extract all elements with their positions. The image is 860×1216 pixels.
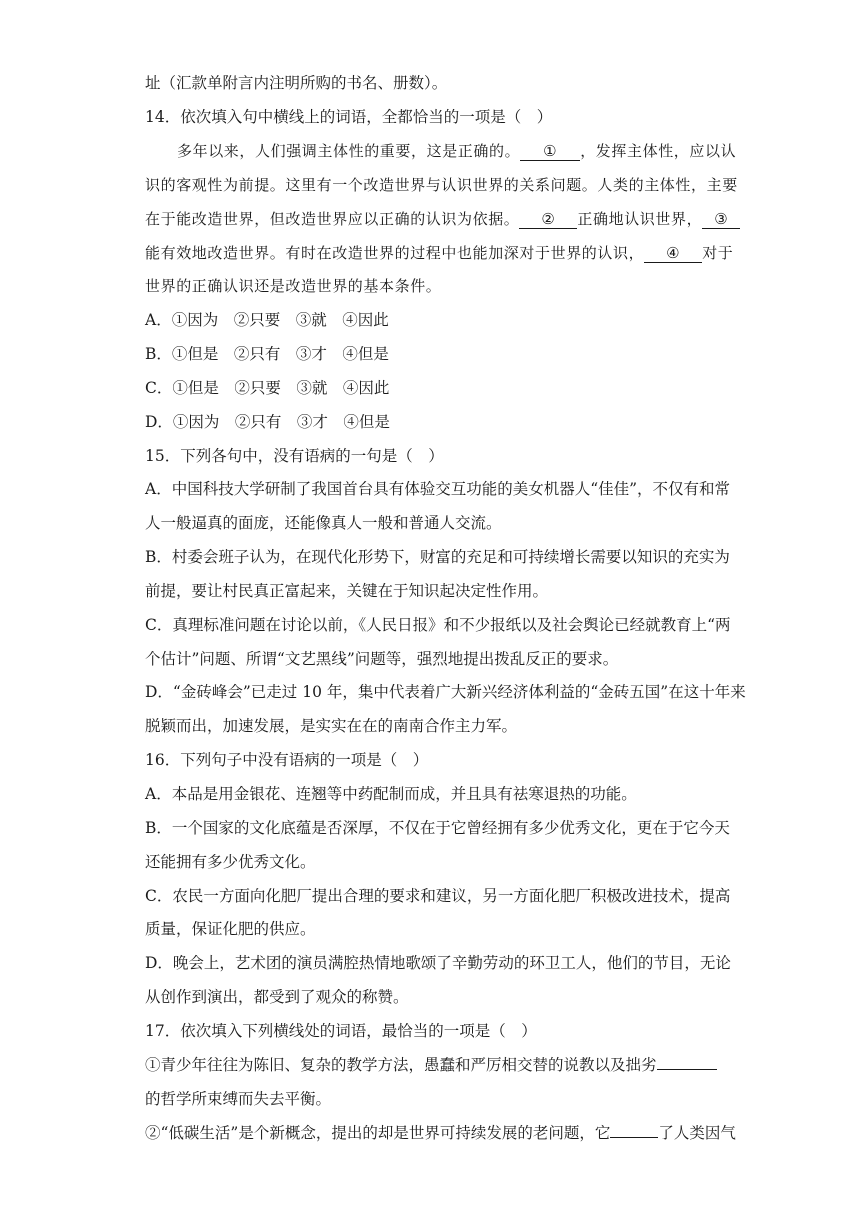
option-c-cont: 个估计”问题、所谓“文艺黑线”问题等，强烈地提出拨乱反正的要求。 bbox=[145, 650, 619, 668]
blank bbox=[657, 1069, 717, 1070]
option-d: D．“金砖峰会”已走过 10 年，集中代表着广大新兴经济体利益的“金砖五国”在这十年来 bbox=[145, 683, 746, 701]
option-d-cont: 脱颖而出，加速发展，是实实在在的南南合作主力军。 bbox=[145, 717, 518, 735]
option-a: A．中国科技大学研制了我国首台具有体验交互功能的美女机器人“佳佳”，不仅有和常 bbox=[145, 480, 731, 498]
option-d: D．晚会上，艺术团的演员满腔热情地歌颂了辛勤劳动的环卫工人，他们的节目，无论 bbox=[145, 954, 731, 972]
option-b: B．①但是 ②只有 ③才 ④但是 bbox=[145, 345, 389, 363]
item-text: 了人类因气 bbox=[658, 1124, 736, 1142]
text-line: 址（汇款单附言内注明所购的书名、册数）。 bbox=[145, 74, 448, 92]
passage-line bbox=[145, 243, 733, 263]
option-b: B．一个国家的文化底蕴是否深厚，不仅在于它曾经拥有多少优秀文化，更在于它今天 bbox=[145, 819, 730, 837]
item-1-cont: 的哲学所束缚而失去平衡。 bbox=[145, 1090, 332, 1108]
passage-text: 对于 bbox=[702, 244, 734, 262]
passage-text: 多年以来，人们强调主体性的重要，这是正确的。 bbox=[177, 142, 521, 160]
question-17-stem: 17．依次填入下列横线处的词语，最恰当的一项是（ ） bbox=[145, 1022, 537, 1040]
passage-line bbox=[145, 209, 740, 229]
passage-text: ，发挥主体性，应以认 bbox=[580, 142, 737, 160]
option-b: B．村委会班子认为，在现代化形势下，财富的充足和可持续增长需要以知识的充实为 bbox=[145, 548, 730, 566]
option-b-cont: 还能拥有多少优秀文化。 bbox=[145, 853, 316, 871]
question-15-stem: 15．下列各句中，没有语病的一句是（ ） bbox=[145, 447, 444, 465]
question-14-stem: 14．依次填入句中横线上的词语，全都恰当的一项是（ ） bbox=[145, 108, 553, 126]
option-b-cont: 前提，要让村民真正富起来，关键在于知识起决定性作用。 bbox=[145, 582, 549, 600]
blank-1: ① bbox=[520, 143, 580, 161]
option-d-cont: 从创作到演出，都受到了观众的称赞。 bbox=[145, 988, 409, 1006]
option-c: C．农民一方面向化肥厂提出合理的要求和建议，另一方面化肥厂积极改进技术，提高 bbox=[145, 887, 731, 905]
item-1 bbox=[145, 1055, 717, 1075]
blank bbox=[610, 1137, 658, 1138]
option-d: D．①因为 ②只有 ③才 ④但是 bbox=[145, 413, 390, 431]
item-text: ①青少年往往为陈旧、复杂的教学方法，愚蠢和严厉相交替的说教以及拙劣 bbox=[145, 1056, 657, 1074]
blank-3: ③ bbox=[702, 211, 740, 229]
passage-line: 识的客观性为前提。这里有一个改造世界与认识世界的关系问题。人类的主体性，主要 bbox=[145, 176, 738, 194]
passage-text: 正确地认识世界， bbox=[577, 210, 703, 228]
blank-4: ④ bbox=[644, 245, 702, 263]
question-16-stem: 16．下列句子中没有语病的一项是（ ） bbox=[145, 751, 429, 769]
passage-line bbox=[177, 141, 736, 161]
passage-text: 在于能改造世界，但改造世界应以正确的认识为依据。 bbox=[145, 210, 520, 228]
option-c: C．①但是 ②只要 ③就 ④因此 bbox=[145, 379, 390, 397]
item-text: ②“低碳生活”是个新概念，提出的却是世界可持续发展的老问题，它 bbox=[145, 1124, 611, 1142]
blank-2: ② bbox=[519, 211, 577, 229]
passage-line: 世界的正确认识还是改造世界的基本条件。 bbox=[145, 277, 442, 295]
option-a: A．①因为 ②只要 ③就 ④因此 bbox=[145, 311, 389, 329]
item-2 bbox=[145, 1123, 736, 1143]
passage-text: 能有效地改造世界。有时在改造世界的过程中也能加深对于世界的认识， bbox=[145, 244, 645, 262]
option-c: C．真理标准问题在讨论以前，《人民日报》和不少报纸以及社会舆论已经就教育上“两 bbox=[145, 616, 731, 634]
option-c-cont: 质量，保证化肥的供应。 bbox=[145, 920, 316, 938]
option-a: A．本品是用金银花、连翘等中药配制而成，并且具有祛寒退热的功能。 bbox=[145, 785, 637, 803]
option-a-cont: 人一般逼真的面庞，还能像真人一般和普通人交流。 bbox=[145, 514, 502, 532]
